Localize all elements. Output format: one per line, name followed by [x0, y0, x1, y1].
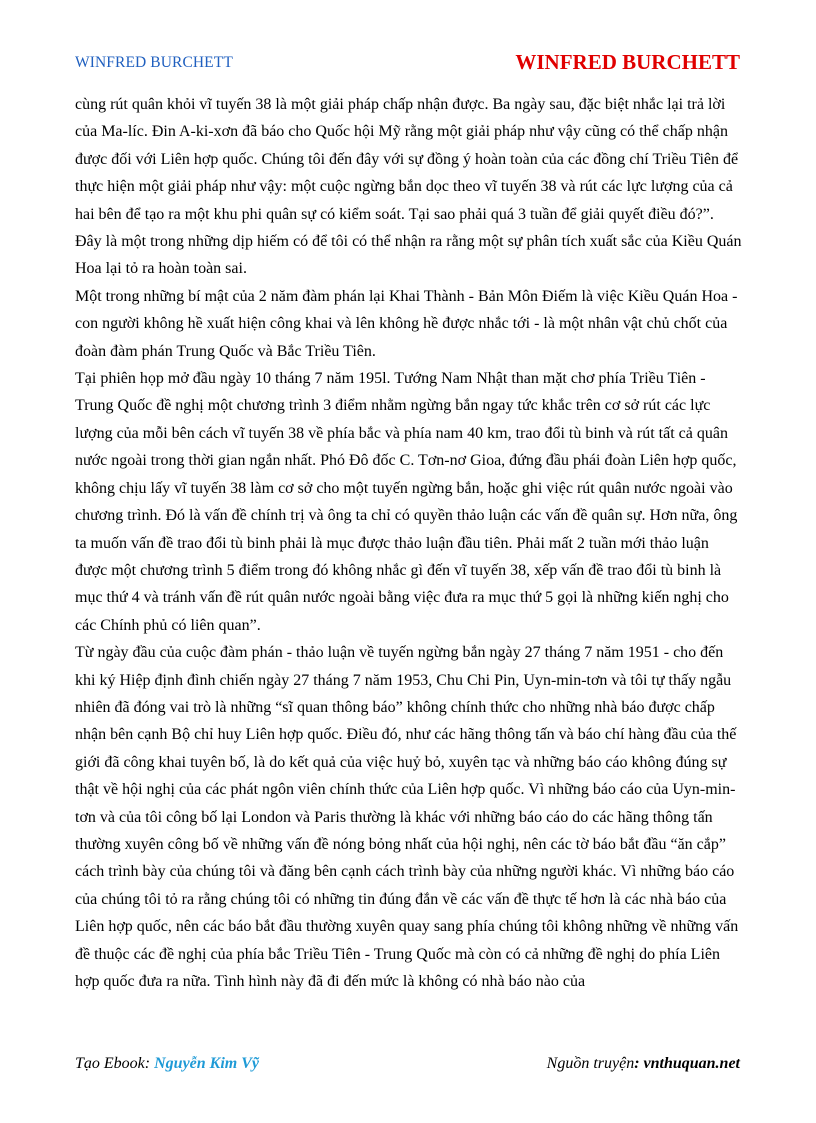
ebook-credit-label: Tạo Ebook — [75, 1055, 145, 1072]
paragraph: Từ ngày đầu của cuộc đàm phán - thảo luận về tuyến ngừng bắn ngày 27 tháng 7 năm 1951 - cho đến khi ký Hiệp định đình chiến ngày 27 tháng 7 năm 1953, Chu Chi Pin, Uyn-min-tơn và tôi tự thấy ngẫu nhiên đã đóng vai trò là những “sĩ quan thông báo” không chính thức cho những nhà báo được chấp nhận bên cạnh Bộ chỉ huy Liên hợp quốc. Điều đó, như các hãng thông tấn và báo chí hàng đầu của thế giới đã công khai tuyên bố, là do kết quả của việc huỷ bỏ, xuyên tạc và những báo cáo không đúng sự thật về hội nghị của các phát ngôn viên chính thức của Liên hợp quốc. Vì những báo cáo của Uyn-min-tơn và của tôi công bố lại London và Paris thường là khác với những báo cáo do các hãng thông tấn thường xuyên công bố về những vấn đề nóng bỏng nhất của hội nghị, nên các tờ báo bắt đầu “ăn cắp” cách trình bày của chúng tôi và đăng bên cạnh cách trình bày của những người khác. Vì những báo cáo của chúng tôi tỏ ra rằng chúng tôi có những tin đúng đắn về các vấn đề thực tế hơn là các nhà báo của Liên hợp quốc, nên các báo bắt đầu thường xuyên quay sang phía chúng tôi không những về những vấn đề thuộc các đề nghị của phía bắc Triều Tiên - Trung Quốc mà còn có cả những đề nghị do phía Liên hợp quốc đưa ra nữa. Tình hình này đã đi đến mức là không có nhà báo nào của — [75, 644, 739, 990]
header-author-left: WINFRED BURCHETT — [75, 54, 233, 71]
ebook-creator-name: Nguyễn Kim Vỹ — [154, 1055, 259, 1072]
ebook-credit-separator: : — [144, 1055, 155, 1072]
source-credit-separator: : — [634, 1055, 644, 1072]
paragraph: Một trong những bí mật của 2 năm đàm phán lại Khai Thành - Bản Môn Điếm là việc Kiều Quán Hoa - con người không hề xuất hiện công khai và lên không hề được nhắc tới - là một nhân vật chủ chốt của đoàn đàm phán Trung Quốc và Bắc Triều Tiên. — [75, 287, 738, 360]
ebook-credit — [75, 1055, 259, 1073]
paragraph: Tại phiên họp mở đầu ngày 10 tháng 7 năm 195l. Tướng Nam Nhật than mặt chơ phía Triều Tiên - Trung Quốc đề nghị một chương trình 3 điểm nhằm ngừng bắn ngay tức khắc trên cơ sở rút các lực lượng của mỗi bên cách vĩ tuyến 38 về phía bắc và phía nam 40 km, trao đổi tù binh và rút tất cả quân nước ngoài trong thời gian ngắn nhất. Phó Đô đốc C. Tơn-nơ Gioa, đứng đầu phái đoàn Liên hợp quốc, không chịu lấy vĩ tuyến 38 làm cơ sở cho một tuyến ngừng bắn, hoặc ghi việc rút quân nước ngoài vào chương trình. Đó là vấn đề chính trị và ông ta chỉ có quyền thảo luận các vấn đề quân sự. Hơn nữa, ông ta muốn vấn đề trao đổi tù binh phải là mục được thảo luận đầu tiên. Phải mất 2 tuần mới thảo luận được một chương trình 5 điểm trong đó không nhắc gì đến vĩ tuyến 38, xếp vấn đề trao đổi tù binh là mục thứ 4 và tránh vấn đề rút quân nước ngoài bằng việc đưa ra mục thứ 5 gọi là những kiến nghị cho các Chính phủ có liên quan”. — [75, 370, 738, 634]
source-credit-label: Nguồn truyện — [546, 1055, 635, 1072]
paragraph: Đây là một trong những dịp hiếm có để tôi có thể nhận ra rằng một sự phân tích xuất sắc của Kiều Quán Hoa lại tỏ ra hoàn toàn sai. — [75, 233, 742, 278]
header-author-right: WINFRED BURCHETT — [515, 50, 740, 74]
page-header — [75, 50, 740, 76]
body-text — [75, 91, 743, 995]
source-credit — [547, 1055, 740, 1073]
paragraph: cùng rút quân khỏi vĩ tuyến 38 là một giải pháp chấp nhận được. Ba ngày sau, đặc biệt nhắc lại trả lời của Ma-líc. Đin A-ki-xơn đã báo cho Quốc hội Mỹ rằng một giải pháp như vậy cũng có thể chấp nhận được đối với Liên hợp quốc. Chúng tôi đến đây với sự đồng ý hoàn toàn của các đồng chí Triều Tiên để thực hiện một giải pháp như vậy: một cuộc ngừng bắn dọc theo vĩ tuyến 38 và rút các lực lượng của cả hai bên để tạo ra một khu phi quân sự có kiểm soát. Tại sao phải quá 3 tuần để giải quyết điều đó?”. — [75, 96, 739, 223]
source-site: vnthuquan.net — [643, 1055, 740, 1072]
